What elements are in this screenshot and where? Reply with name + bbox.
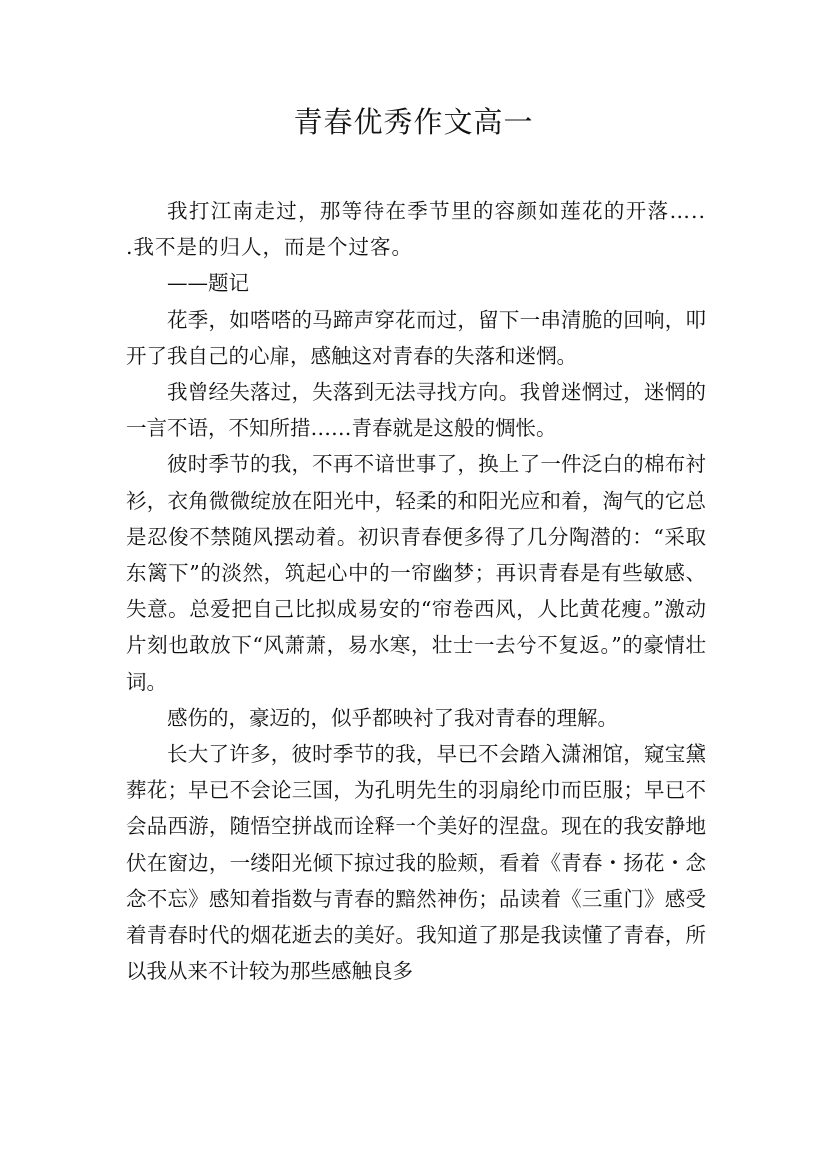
paragraph: 花季，如嗒嗒的马蹄声穿花而过，留下一串清脆的回响，叩开了我自己的心扉，感触这对青春的失落和迷惘。 [126,307,706,368]
document-body [126,193,706,989]
paragraph: 我曾经失落过，失落到无法寻找方向。我曾迷惘过，迷惘的一言不语，不知所措……青春就是这般的惆怅。 [126,380,706,441]
paragraph-inscription: ——题记 [167,271,249,296]
paragraph: 感伤的，豪迈的，似乎都映衬了我对青春的理解。 [167,705,618,730]
paragraph: 长大了许多，彼时季节的我，早已不会踏入潇湘馆，窥宝黛葬花；早已不会论三国，为孔明先生的羽扇纶巾而臣服；早已不会品西游，随悟空拼战而诠释一个美好的涅盘。现在的我安静地伏在窗边，一缕阳光倾下掠过我的脸颊，看着《青春・扬花・念念不忘》感知着指数与青春的黯然神伤；品读着《三重门》感受着青春时代的烟花逝去的美好。我知道了那是我读懂了青春，所以我从来不计较为那些感触良多 [126,742,706,984]
paragraph: 彼时季节的我，不再不谙世事了，换上了一件泛白的棉布衬衫，衣角微微绽放在阳光中，轻柔的和阳光应和着，淘气的它总是忍俊不禁随风摆动着。初识青春便多得了几分陶潜的：“采取东篱下”的淡然，筑起心中的一帘幽梦；再识青春是有些敏感、失意。总爱把自己比拟成易安的“帘卷西风，人比黄花瘦。”激动片刻也敢放下“风萧萧，易水寒，壮士一去兮不复返。”的豪情壮词。 [126,452,706,694]
document-title: 青春优秀作文高一 [293,105,534,139]
paragraph-intro: 我打江南走过，那等待在季节里的容颜如莲花的开落….. .我不是的归人，而是个过客。 [126,199,706,260]
